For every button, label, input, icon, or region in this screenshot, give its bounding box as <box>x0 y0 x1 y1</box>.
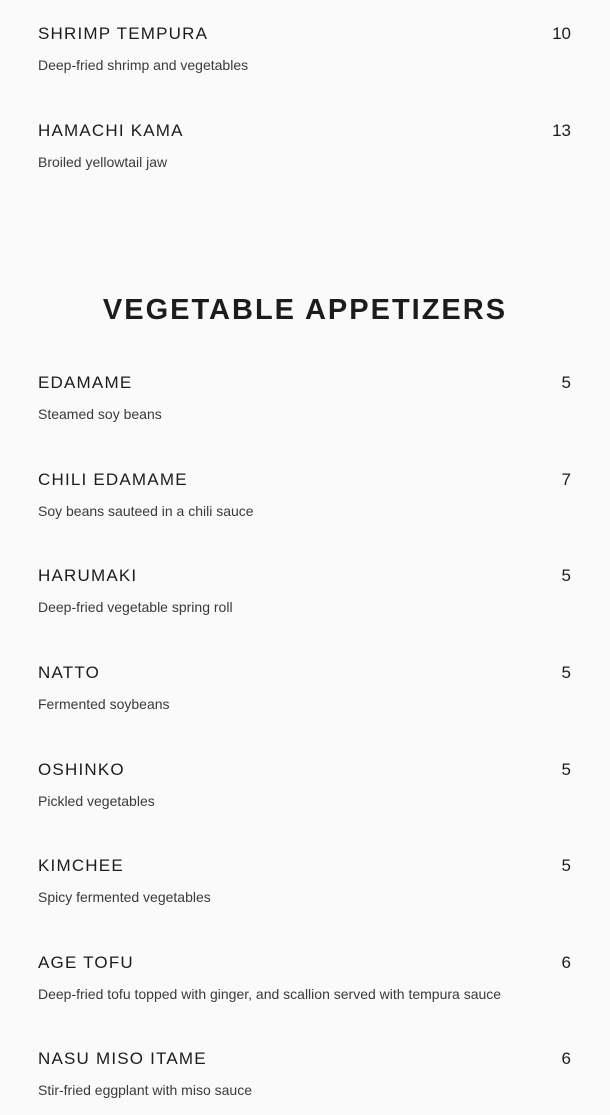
item-price: 13 <box>552 121 571 140</box>
item-price: 5 <box>561 856 571 875</box>
item-name: EDAMAME <box>38 373 133 392</box>
menu-item-kimchee <box>38 856 571 906</box>
item-price: 10 <box>552 24 571 43</box>
item-name: NATTO <box>38 663 101 682</box>
item-description: Spicy fermented vegetables <box>38 889 211 905</box>
menu-item-nasu-miso-itame <box>38 1049 571 1099</box>
item-name: CHILI EDAMAME <box>38 470 188 489</box>
item-price: 6 <box>561 1049 571 1068</box>
item-price: 5 <box>561 663 571 682</box>
item-name: NASU MISO ITAME <box>38 1049 207 1068</box>
item-name: HAMACHI KAMA <box>38 121 184 140</box>
item-price: 5 <box>561 566 571 585</box>
menu-item-natto <box>38 663 571 713</box>
item-description: Broiled yellowtail jaw <box>38 154 168 170</box>
item-name: AGE TOFU <box>38 953 134 972</box>
item-price: 6 <box>561 953 571 972</box>
item-description: Fermented soybeans <box>38 696 170 712</box>
item-name: SHRIMP TEMPURA <box>38 24 209 43</box>
item-name: OSHINKO <box>38 760 125 779</box>
item-description: Deep-fried shrimp and vegetables <box>38 57 249 73</box>
menu-item-age-tofu <box>38 953 571 1003</box>
section-title: VEGETABLE APPETIZERS <box>102 294 508 326</box>
item-price: 7 <box>561 470 571 489</box>
menu-item-shrimp-tempura <box>38 24 571 74</box>
item-price: 5 <box>561 373 571 392</box>
item-description: Pickled vegetables <box>38 793 155 809</box>
item-description: Deep-fried tofu topped with ginger, and scallion served with tempura sauce <box>38 986 502 1002</box>
menu-item-harumaki <box>38 566 571 616</box>
item-description: Deep-fried vegetable spring roll <box>38 599 233 615</box>
item-description: Stir-fried eggplant with miso sauce <box>38 1082 252 1098</box>
menu-item-hamachi-kama <box>38 121 571 171</box>
item-price: 5 <box>561 760 571 779</box>
menu-item-edamame <box>38 373 571 423</box>
item-description: Soy beans sauteed in a chili sauce <box>38 503 254 519</box>
item-name: HARUMAKI <box>38 566 138 585</box>
item-description: Steamed soy beans <box>38 406 162 422</box>
menu-item-oshinko <box>38 760 571 810</box>
menu-item-chili-edamame <box>38 470 571 520</box>
item-name: KIMCHEE <box>38 856 124 875</box>
